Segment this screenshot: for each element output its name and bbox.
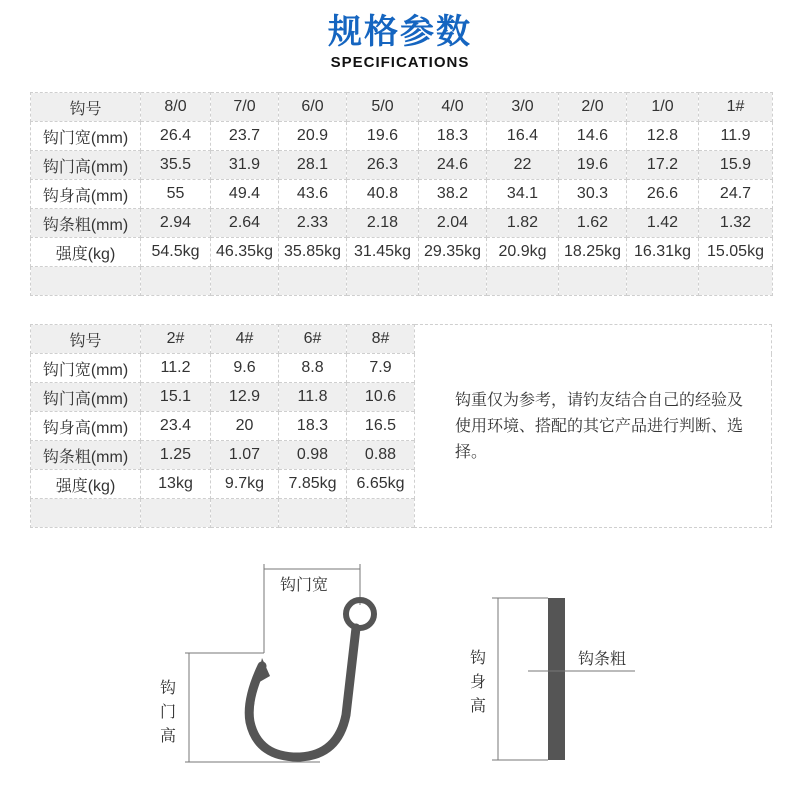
wire-thickness-label: 钩条粗	[578, 649, 627, 668]
table-row	[31, 93, 773, 122]
table-cell: 26.3	[347, 151, 419, 180]
table-cell: 46.35kg	[211, 238, 279, 267]
table-cell: 24.6	[419, 151, 487, 180]
body-height-label: 钩 身 高	[469, 648, 486, 715]
table-cell: 11.8	[279, 383, 347, 412]
table-cell: 16.31kg	[627, 238, 699, 267]
table-cell: 7.85kg	[279, 470, 347, 499]
table-cell: 2.18	[347, 209, 419, 238]
table-cell: 13kg	[141, 470, 211, 499]
table-cell: 20	[211, 412, 279, 441]
table-cell	[487, 267, 559, 296]
table-cell	[279, 499, 347, 528]
table-cell: 19.6	[559, 151, 627, 180]
hook-diagram	[0, 550, 800, 800]
row-header-cell: 钩门宽(mm)	[31, 122, 141, 151]
table-cell: 1.62	[559, 209, 627, 238]
table-cell: 2.04	[419, 209, 487, 238]
table-cell	[211, 499, 279, 528]
table-cell: 43.6	[279, 180, 347, 209]
table-cell: 6#	[279, 325, 347, 354]
table-cell: 6/0	[279, 93, 347, 122]
table-cell: 1.32	[699, 209, 773, 238]
spec-table-large	[30, 92, 773, 296]
row-header-cell: 钩号	[31, 93, 141, 122]
table-cell: 15.05kg	[699, 238, 773, 267]
table-cell: 49.4	[211, 180, 279, 209]
table-cell: 2#	[141, 325, 211, 354]
table-cell: 1/0	[627, 93, 699, 122]
hook-shape	[249, 600, 374, 757]
table-cell: 18.3	[279, 412, 347, 441]
table-cell: 23.7	[211, 122, 279, 151]
table-cell: 26.6	[627, 180, 699, 209]
table-cell	[699, 267, 773, 296]
table-cell: 2/0	[559, 93, 627, 122]
table-cell: 55	[141, 180, 211, 209]
table-cell: 1.25	[141, 441, 211, 470]
table-cell: 34.1	[487, 180, 559, 209]
table-cell: 2.33	[279, 209, 347, 238]
table-cell: 11.9	[699, 122, 773, 151]
table-cell	[141, 499, 211, 528]
table-cell: 29.35kg	[419, 238, 487, 267]
table-cell: 18.25kg	[559, 238, 627, 267]
table-cell: 28.1	[279, 151, 347, 180]
table-cell	[141, 267, 211, 296]
row-header-cell: 强度(kg)	[31, 238, 141, 267]
table-cell: 10.6	[347, 383, 415, 412]
row-header-cell: 钩身高(mm)	[31, 180, 141, 209]
table-cell	[559, 267, 627, 296]
table-cell: 16.5	[347, 412, 415, 441]
table-cell: 15.9	[699, 151, 773, 180]
table-row	[31, 209, 773, 238]
table-cell: 8/0	[141, 93, 211, 122]
table-cell: 2.94	[141, 209, 211, 238]
table-cell: 8#	[347, 325, 415, 354]
table-cell: 2.64	[211, 209, 279, 238]
table-cell: 4/0	[419, 93, 487, 122]
row-header-cell: 钩条粗(mm)	[31, 441, 141, 470]
table-cell: 8.8	[279, 354, 347, 383]
row-header-cell: 钩门高(mm)	[31, 151, 141, 180]
row-header-cell: 钩身高(mm)	[31, 412, 141, 441]
table-row	[31, 325, 772, 354]
table-row	[31, 180, 773, 209]
table-cell: 3/0	[487, 93, 559, 122]
row-header-cell: 钩条粗(mm)	[31, 209, 141, 238]
table-row	[31, 267, 773, 296]
table-cell: 11.2	[141, 354, 211, 383]
spec-table-small	[30, 324, 772, 528]
table-cell: 20.9kg	[487, 238, 559, 267]
table-cell: 30.3	[559, 180, 627, 209]
table-cell: 5/0	[347, 93, 419, 122]
reference-note: 钩重仅为参考，请钓友结合自己的经验及使用环境、搭配的其它产品进行判断、选择。	[415, 325, 772, 528]
table-cell: 12.8	[627, 122, 699, 151]
table-cell	[419, 267, 487, 296]
table-cell: 0.98	[279, 441, 347, 470]
wire-bar	[548, 598, 565, 760]
table-cell: 38.2	[419, 180, 487, 209]
gap-width-label: 钩门宽	[280, 575, 329, 594]
table-cell: 14.6	[559, 122, 627, 151]
table-row	[31, 238, 773, 267]
table-cell: 1.82	[487, 209, 559, 238]
table-cell: 18.3	[419, 122, 487, 151]
table-cell	[347, 499, 415, 528]
table-cell: 20.9	[279, 122, 347, 151]
table-cell: 15.1	[141, 383, 211, 412]
table-row	[31, 151, 773, 180]
table-cell	[279, 267, 347, 296]
row-header-cell: 钩门宽(mm)	[31, 354, 141, 383]
table-cell: 26.4	[141, 122, 211, 151]
row-header-cell	[31, 267, 141, 296]
table-cell: 1.42	[627, 209, 699, 238]
table-cell: 31.9	[211, 151, 279, 180]
table-cell: 35.85kg	[279, 238, 347, 267]
table-cell: 9.7kg	[211, 470, 279, 499]
table-cell: 4#	[211, 325, 279, 354]
table-cell: 31.45kg	[347, 238, 419, 267]
table-cell: 6.65kg	[347, 470, 415, 499]
table-cell	[627, 267, 699, 296]
table-cell: 1.07	[211, 441, 279, 470]
row-header-cell	[31, 499, 141, 528]
table-cell: 22	[487, 151, 559, 180]
table-cell: 19.6	[347, 122, 419, 151]
table-cell: 7.9	[347, 354, 415, 383]
table-cell: 23.4	[141, 412, 211, 441]
row-header-cell: 钩门高(mm)	[31, 383, 141, 412]
table-cell: 40.8	[347, 180, 419, 209]
table-row	[31, 122, 773, 151]
table-cell: 1#	[699, 93, 773, 122]
table-cell: 35.5	[141, 151, 211, 180]
table-cell: 24.7	[699, 180, 773, 209]
row-header-cell: 钩号	[31, 325, 141, 354]
table-cell: 12.9	[211, 383, 279, 412]
table-cell: 54.5kg	[141, 238, 211, 267]
page-title: 规格参数	[328, 12, 472, 52]
table-cell: 17.2	[627, 151, 699, 180]
row-header-cell: 强度(kg)	[31, 470, 141, 499]
page-subtitle: SPECIFICATIONS	[330, 54, 470, 71]
table-cell: 9.6	[211, 354, 279, 383]
table-cell	[347, 267, 419, 296]
gap-height-label: 钩 门 高	[159, 678, 176, 745]
table-cell: 0.88	[347, 441, 415, 470]
table-cell: 7/0	[211, 93, 279, 122]
table-cell	[211, 267, 279, 296]
table-cell: 16.4	[487, 122, 559, 151]
